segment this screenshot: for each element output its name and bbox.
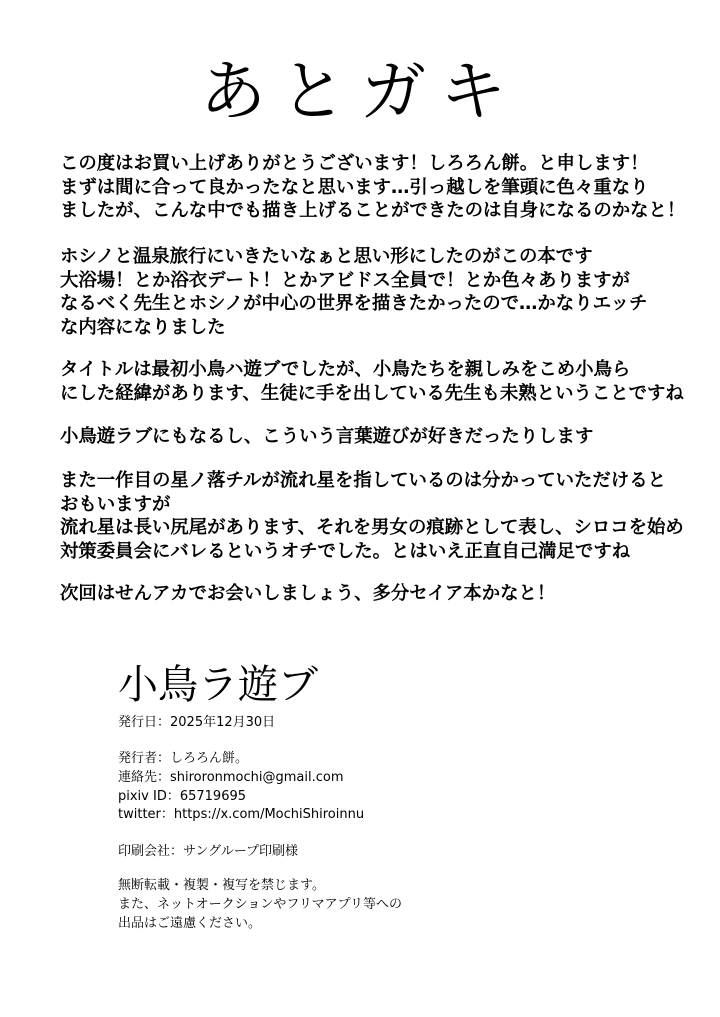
twitter-link: twitter：https://x.com/MochiShiroinnu [118, 807, 365, 823]
page-title: あとガキ [200, 53, 520, 130]
colophon-date [118, 714, 275, 733]
notice-line: 無断転載・複製・複写を禁じます。 [118, 878, 325, 893]
text-line: にした経緯があります、生徒に手を出している先生も未熟ということですね [60, 382, 684, 404]
colophon-book-title: 小鳥ラ遊ブ [118, 662, 318, 708]
paragraph-title-origin [60, 358, 684, 405]
text-line: 流れ星は長い尻尾があります、それを男女の痕跡として表し、シロコを始め [60, 517, 684, 538]
text-line: ホシノと温泉旅行にいきたいなぁと思い形にしたのがこの本です [60, 246, 593, 267]
publisher: 発行者：しろろん餅。 [118, 751, 249, 766]
paragraph-greeting [60, 152, 685, 223]
colophon-printer-block [118, 843, 298, 862]
colophon-notice [118, 877, 402, 933]
paragraph-shooting-star [60, 469, 684, 563]
paragraph-wordplay [60, 425, 593, 449]
publish-date: 発行日：2025年12月30日 [118, 715, 276, 730]
text-line: おもいますが [60, 493, 171, 515]
paragraph-next [60, 582, 555, 606]
printer: 印刷会社：サングループ印刷様 [118, 844, 299, 859]
colophon-contact-block [118, 750, 364, 825]
text-line: ましたが、こんな中でも描き上げることができたのは自身になるのかなと！ [60, 200, 686, 221]
text-line: タイトルは最初小鳥ハ遊ブでしたが、小鳥たちを親しみをこめ小鳥ら [60, 359, 631, 380]
text-line: なるべく先生とホシノが中心の世界を描きたかったので…かなりエッチ [60, 293, 648, 314]
text-line: まずは間に合って良かったなと思います…引っ越しを筆頭に色々重なり [60, 176, 649, 198]
pixiv-id: pixiv ID：65719695 [118, 788, 247, 804]
text-line: 大浴場！とか浴衣デート！とかアビドス全員で！とか色々ありますが [60, 269, 630, 291]
text-line: 小鳥遊ラブにもなるし、こういう言葉遊びが好きだったりします [60, 426, 594, 447]
notice-line: 出品はご遠慮ください。 [118, 915, 262, 931]
paragraph-concept [60, 245, 647, 339]
text-line: 次回はせんアカでお会いしましょう、多分セイア本かなと！ [60, 583, 556, 604]
text-line: 対策委員会にバレるというオチでした。とはいえ正直自己満足ですね [60, 540, 631, 562]
contact-email: 連絡先：shiroronmochi@gmail.com [118, 769, 344, 785]
text-line: な内容になりました [60, 316, 226, 338]
text-line: この度はお買い上げありがとうございます！しろろん餅。と申します！ [60, 153, 649, 174]
text-line: また一作目の星ノ落チルが流れ星を指しているのは分かっていただけると [60, 470, 666, 491]
notice-line: また、ネットオークションやフリマアプリ等への [118, 896, 403, 912]
